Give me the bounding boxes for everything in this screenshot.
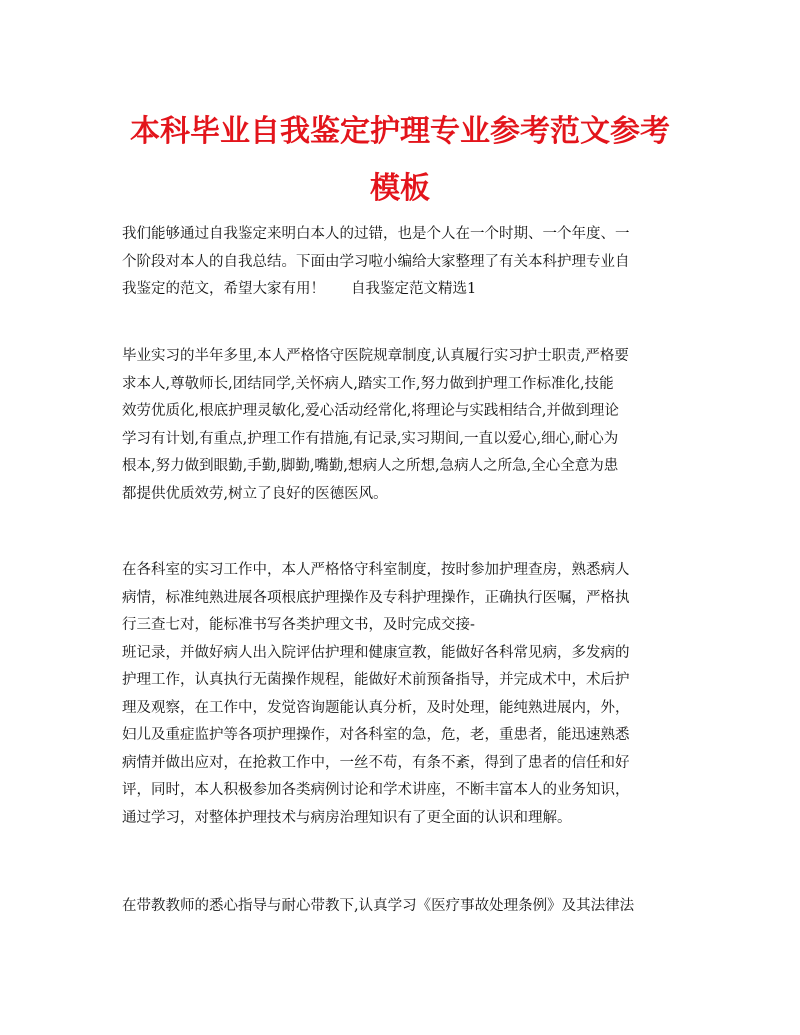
intro-paragraph [122, 221, 688, 304]
paragraph-line: 班记录，并做好病人出入院评估护理和健康宣教，能做好各科常见病，多发病的 [122, 644, 630, 661]
intro-line: 个阶段对本人的自我总结。下面由学习啦小编给大家整理了有关本科护理专业自 [122, 253, 630, 270]
intro-line [122, 276, 688, 304]
paragraph-line: 毕业实习的半年多里,本人严格恪守医院规章制度,认真履行实习护士职责,严格要 [122, 348, 629, 364]
sample-heading: 自我鉴定范文精选1 [351, 281, 477, 297]
paragraph-line: 在带教教师的悉心指导与耐心带教下,认真学习《医疗事故处理条例》及其法律法 [122, 898, 635, 914]
paragraph-line: 行三查七对，能标准书写各类护理文书，及时完成交接- [122, 617, 475, 633]
paragraph-line: 护理工作，认真执行无菌操作规程，能做好术前预备指导，并完成术中，术后护 [122, 672, 630, 688]
document-title-line-2: 模板 [370, 171, 430, 206]
document-title-line-1: 本科毕业自我鉴定护理专业参考范文参考 [130, 114, 670, 149]
paragraph-line: 求本人,尊敬师长,团结同学,关怀病人,踏实工作,努力做到护理工作标准化,技能 [122, 375, 614, 392]
paragraph-line: 通过学习，对整体护理技术与病房治理知识有了更全面的认识和理解。 [122, 809, 572, 826]
intro-line-text: 我鉴定的范文，希望大家有用！ [122, 281, 325, 297]
body-paragraph-3 [122, 893, 688, 921]
paragraph-line: 妇儿及重症监护等各项护理操作，对各科室的急，危，老，重患者，能迅速熟悉 [122, 727, 630, 743]
paragraph-line: 学习有计划,有重点,护理工作有措施,有记录,实习期间,一直以爱心,细心,耐心为 [122, 430, 619, 447]
intro-line: 我们能够通过自我鉴定来明白本人的过错，也是个人在一个时期、一个年度、一 [122, 226, 630, 242]
paragraph-line: 都提供优质效劳,树立了良好的医德医风。 [122, 485, 388, 502]
body-paragraph-1 [122, 343, 688, 508]
paragraph-line: 根本,努力做到眼勤,手勤,脚勤,嘴勤,想病人之所想,急病人之所急,全心全意为患 [122, 458, 619, 474]
paragraph-line: 病情并做出应对，在抢救工作中，一丝不苟，有条不紊，得到了患者的信任和好 [122, 754, 630, 771]
paragraph-line: 病情，标准纯熟进展各项根底护理操作及专科护理操作，正确执行医嘱，严格执 [122, 589, 630, 606]
paragraph-line: 效劳优质化,根底护理灵敏化,爱心活动经常化,将理论与实践相结合,并做到理论 [122, 403, 619, 419]
body-paragraph-2 [122, 557, 688, 832]
paragraph-line: 在各科室的实习工作中，本人严格恪守科室制度，按时参加护理查房，熟悉病人 [122, 562, 630, 578]
paragraph-line: 理及观察，在工作中，发觉咨询题能认真分析，及时处理，能纯熟进展内，外， [122, 699, 630, 716]
paragraph-line: 评，同时，本人积极参加各类病例讨论和学术讲座，不断丰富本人的业务知识， [122, 782, 630, 798]
